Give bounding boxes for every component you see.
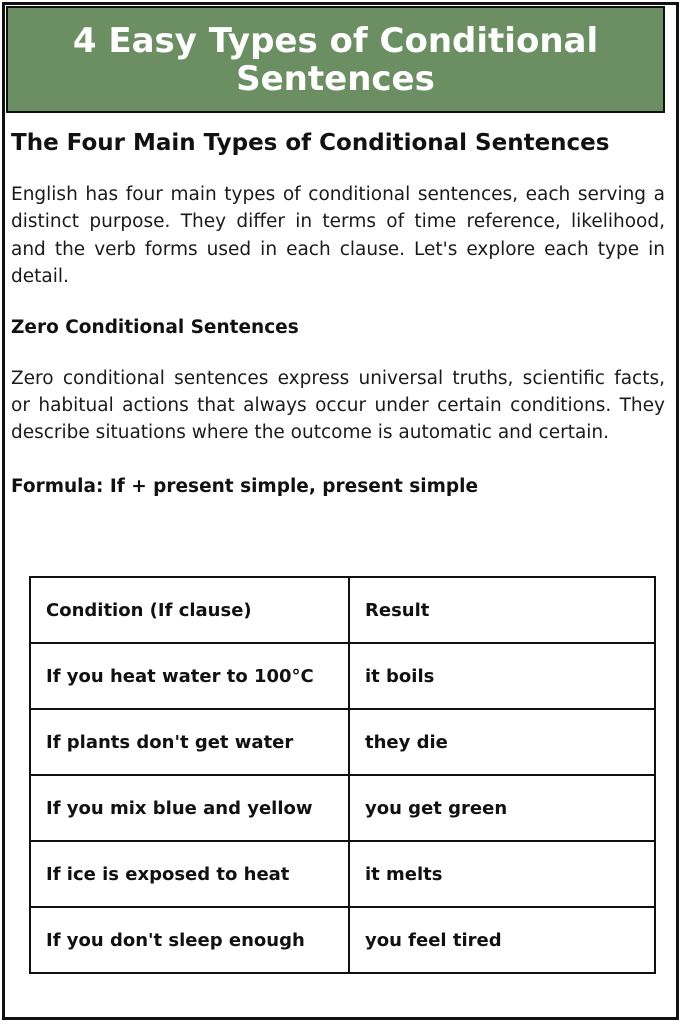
table-row xyxy=(30,775,655,841)
zero-conditional-heading: Zero Conditional Sentences xyxy=(11,316,299,338)
article-content xyxy=(11,128,665,500)
examples-table xyxy=(29,576,656,974)
result-cell: you get green xyxy=(349,775,655,841)
condition-cell: If you mix blue and yellow xyxy=(30,775,349,841)
section-title: The Four Main Types of Conditional Sentences xyxy=(11,130,610,156)
intro-paragraph: English has four main types of conditional sentences, each serving a distinct purpose. They differ in terms of time reference, likelihood, and the verb forms used in each clause. Let's explore each type in detail. xyxy=(11,184,665,288)
zero-conditional-description: Zero conditional sentences express universal truths, scientific facts, or habitual actions that always occur under certain conditions. They describe situations where the outcome is automatic and certain. xyxy=(11,367,665,444)
result-cell: they die xyxy=(349,709,655,775)
table-row xyxy=(30,907,655,973)
table-row xyxy=(30,709,655,775)
column-header-result: Result xyxy=(349,577,655,643)
table-header-row xyxy=(30,577,655,643)
page-title: 4 Easy Types of Conditional Sentences xyxy=(72,20,599,99)
result-cell: you feel tired xyxy=(349,907,655,973)
formula-text: Formula: If + present simple, present simple xyxy=(11,475,478,497)
column-header-condition: Condition (If clause) xyxy=(30,577,349,643)
result-cell: it melts xyxy=(349,841,655,907)
condition-cell: If you don't sleep enough xyxy=(30,907,349,973)
title-banner xyxy=(6,6,665,113)
condition-cell: If ice is exposed to heat xyxy=(30,841,349,907)
condition-cell: If plants don't get water xyxy=(30,709,349,775)
table-row xyxy=(30,841,655,907)
condition-cell: If you heat water to 100°C xyxy=(30,643,349,709)
result-cell: it boils xyxy=(349,643,655,709)
table-row xyxy=(30,643,655,709)
